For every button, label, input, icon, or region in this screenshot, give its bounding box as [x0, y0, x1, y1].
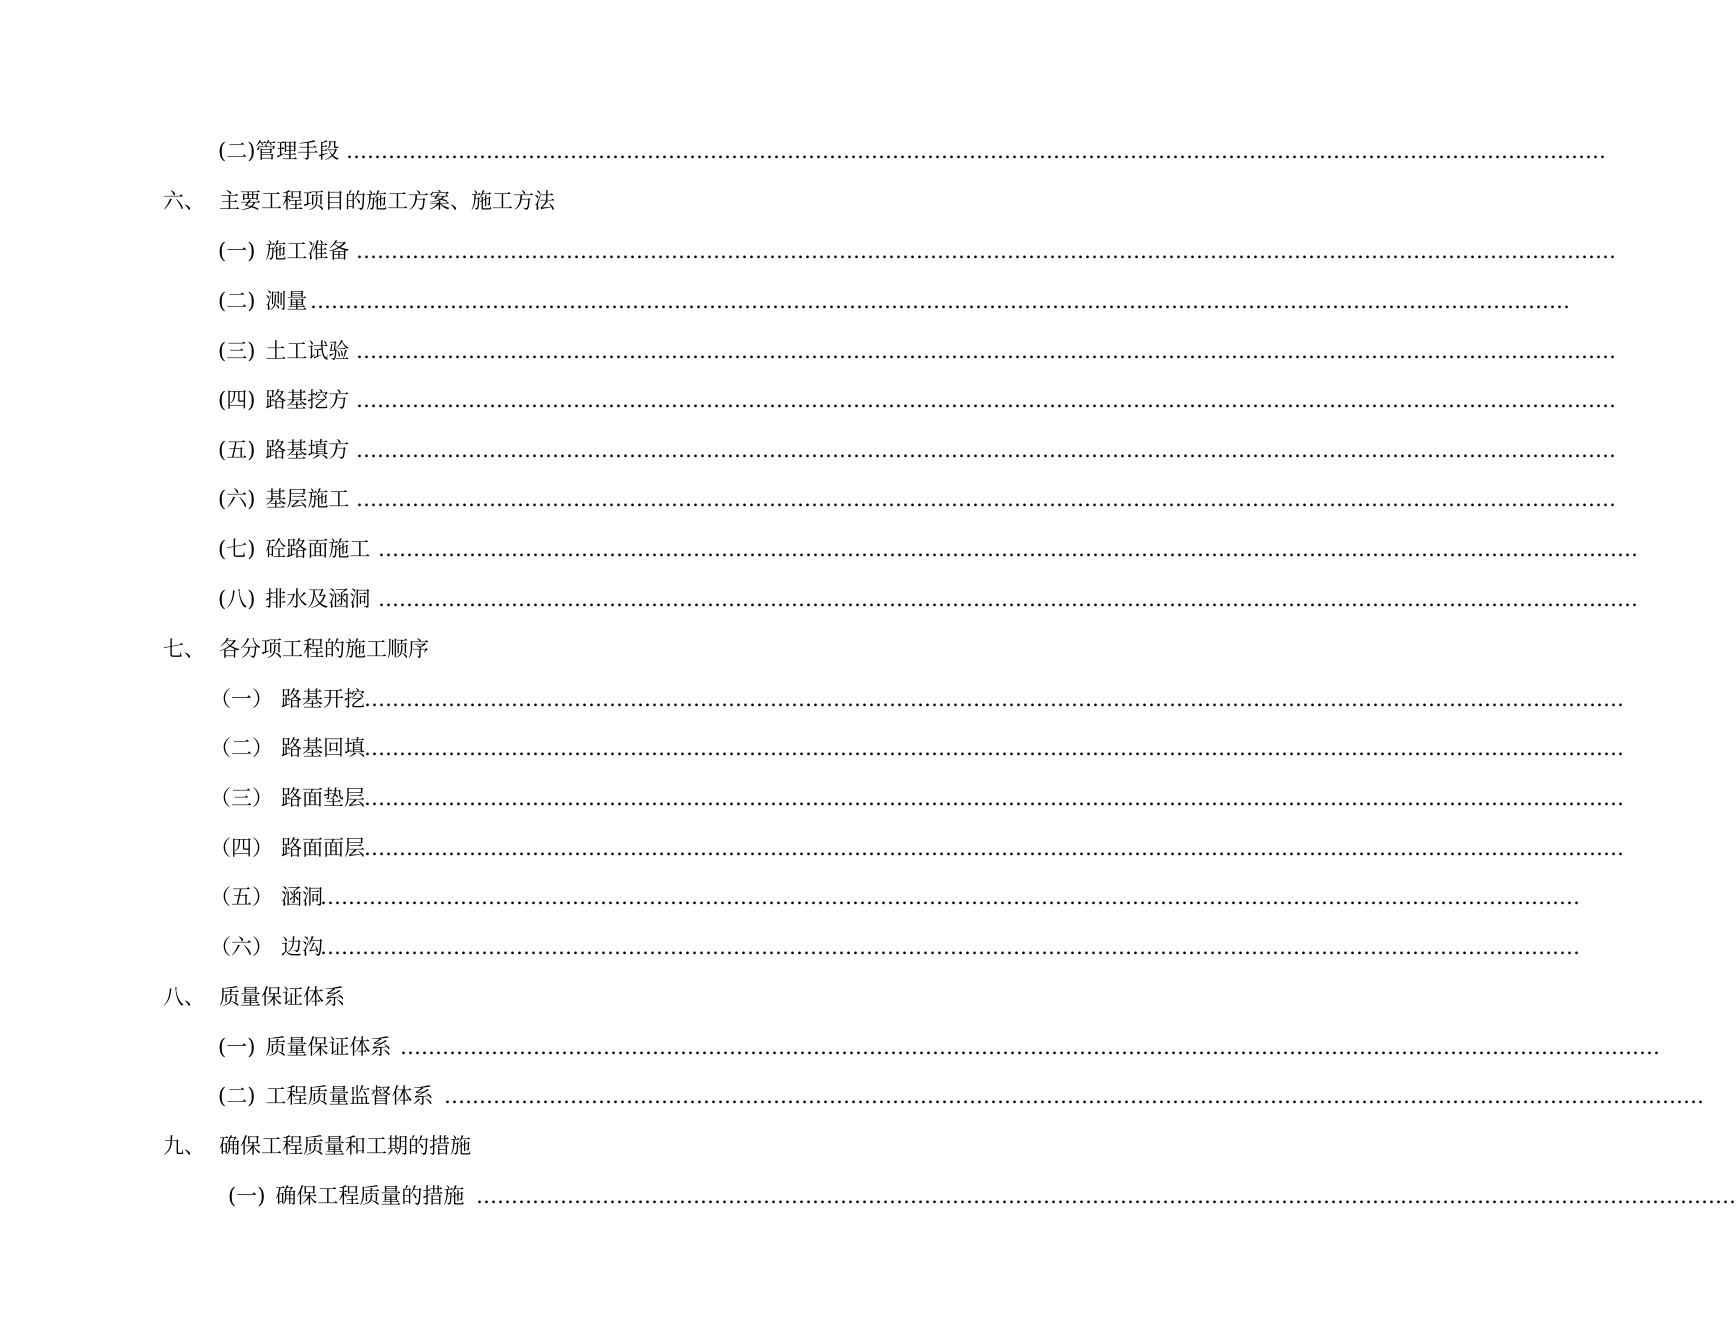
entry-number: (一)	[218, 1035, 256, 1059]
toc-entry	[210, 833, 365, 863]
toc-entry	[218, 484, 349, 514]
entry-title: 边沟	[281, 935, 323, 959]
toc-section	[163, 982, 345, 1012]
toc-entry	[218, 534, 370, 564]
leader-dots: ………………………………………………………………………………………………………………………………………………………………	[356, 239, 1616, 263]
leader-dots: ………………………………………………………………………………………………………………………………………………………………	[364, 736, 1624, 760]
entry-title: 土工试验	[265, 339, 350, 363]
entry-number: （三）	[210, 786, 273, 810]
toc-entry	[210, 684, 365, 714]
leader-dots: ………………………………………………………………………………………………………………………………………………………………	[320, 935, 1580, 959]
entry-title: 路面垫层	[281, 786, 365, 810]
leader-dots: ………………………………………………………………………………………………………………………………………………………………	[476, 1184, 1736, 1208]
leader-dots: ………………………………………………………………………………………………………………………………………………………………	[364, 836, 1624, 860]
entry-number: (二)	[218, 289, 256, 313]
leader-dots: ………………………………………………………………………………………………………………………………………………………………	[356, 487, 1616, 511]
toc-entry	[218, 286, 307, 316]
toc-entry	[218, 336, 349, 366]
entry-number: (一)	[218, 239, 256, 263]
leader-dots: ………………………………………………………………………………………………………………………………………………………………	[320, 885, 1580, 909]
leader-dots: ………………………………………………………………………………………………………………………………………………………………	[346, 139, 1606, 163]
entry-title: 工程质量监督体系	[265, 1084, 434, 1108]
leader-dots: ………………………………………………………………………………………………………………………………………………………………	[310, 289, 1570, 313]
entry-title: 路面面层	[281, 836, 365, 860]
leader-dots: ………………………………………………………………………………………………………………………………………………………………	[356, 339, 1616, 363]
toc-entry	[218, 584, 370, 614]
leader-dots: ………………………………………………………………………………………………………………………………………………………………	[378, 537, 1638, 561]
entry-title: 路基填方	[265, 438, 350, 462]
section-title: 各分项工程的施工顺序	[219, 637, 429, 661]
entry-title: 基层施工	[265, 487, 350, 511]
leader-dots: ………………………………………………………………………………………………………………………………………………………………	[364, 687, 1624, 711]
entry-title: 路基开挖	[281, 687, 365, 711]
toc-entry	[210, 783, 365, 813]
toc-entry	[210, 932, 323, 962]
entry-title: 砼路面施工	[265, 537, 371, 561]
entry-title: 施工准备	[265, 239, 350, 263]
entry-title: 路基挖方	[265, 388, 350, 412]
leader-dots: ………………………………………………………………………………………………………………………………………………………………	[400, 1035, 1660, 1059]
entry-title: 确保工程质量的措施	[275, 1184, 465, 1208]
entry-number: (五)	[218, 438, 256, 462]
toc-section	[163, 634, 429, 664]
toc-section	[163, 186, 555, 216]
entry-number: （二）	[210, 736, 273, 760]
entry-number: (二)	[218, 139, 256, 163]
entry-title: 排水及涵洞	[265, 587, 371, 611]
leader-dots: ………………………………………………………………………………………………………………………………………………………………	[364, 786, 1624, 810]
toc-entry	[218, 1032, 391, 1062]
leader-dots: ………………………………………………………………………………………………………………………………………………………………	[356, 388, 1616, 412]
entry-number: (六)	[218, 487, 256, 511]
entry-title: 测量	[265, 289, 308, 313]
leader-dots: ………………………………………………………………………………………………………………………………………………………………	[444, 1084, 1704, 1108]
section-title: 确保工程质量和工期的措施	[219, 1134, 471, 1158]
entry-number: (二)	[218, 1084, 256, 1108]
toc-section	[163, 1131, 471, 1161]
entry-title: 涵洞	[281, 885, 323, 909]
toc-entry	[210, 882, 323, 912]
entry-number: (八)	[218, 587, 256, 611]
entry-number: （一）	[210, 687, 273, 711]
entry-number: (一)	[228, 1184, 266, 1208]
entry-number: （六）	[210, 935, 273, 959]
leader-dots: ………………………………………………………………………………………………………………………………………………………………	[356, 438, 1616, 462]
entry-number: （四）	[210, 836, 273, 860]
toc-entry	[210, 733, 365, 763]
section-title: 主要工程项目的施工方案、施工方法	[219, 189, 555, 213]
entry-title: 管理手段	[255, 139, 340, 163]
entry-number: (四)	[218, 388, 256, 412]
section-number: 七、	[163, 637, 205, 661]
entry-title: 路基回填	[281, 736, 365, 760]
section-title: 质量保证体系	[219, 985, 345, 1009]
entry-number: (三)	[218, 339, 256, 363]
toc-entry	[218, 385, 349, 415]
toc-entry	[228, 1181, 464, 1211]
toc-entry	[218, 435, 349, 465]
toc-entry	[218, 136, 339, 166]
section-number: 九、	[163, 1134, 205, 1158]
section-number: 六、	[163, 189, 205, 213]
section-number: 八、	[163, 985, 205, 1009]
leader-dots: ………………………………………………………………………………………………………………………………………………………………	[378, 587, 1638, 611]
toc-entry	[218, 1081, 433, 1111]
entry-number: （五）	[210, 885, 273, 909]
entry-title: 质量保证体系	[265, 1035, 392, 1059]
entry-number: (七)	[218, 537, 256, 561]
toc-entry	[218, 236, 349, 266]
